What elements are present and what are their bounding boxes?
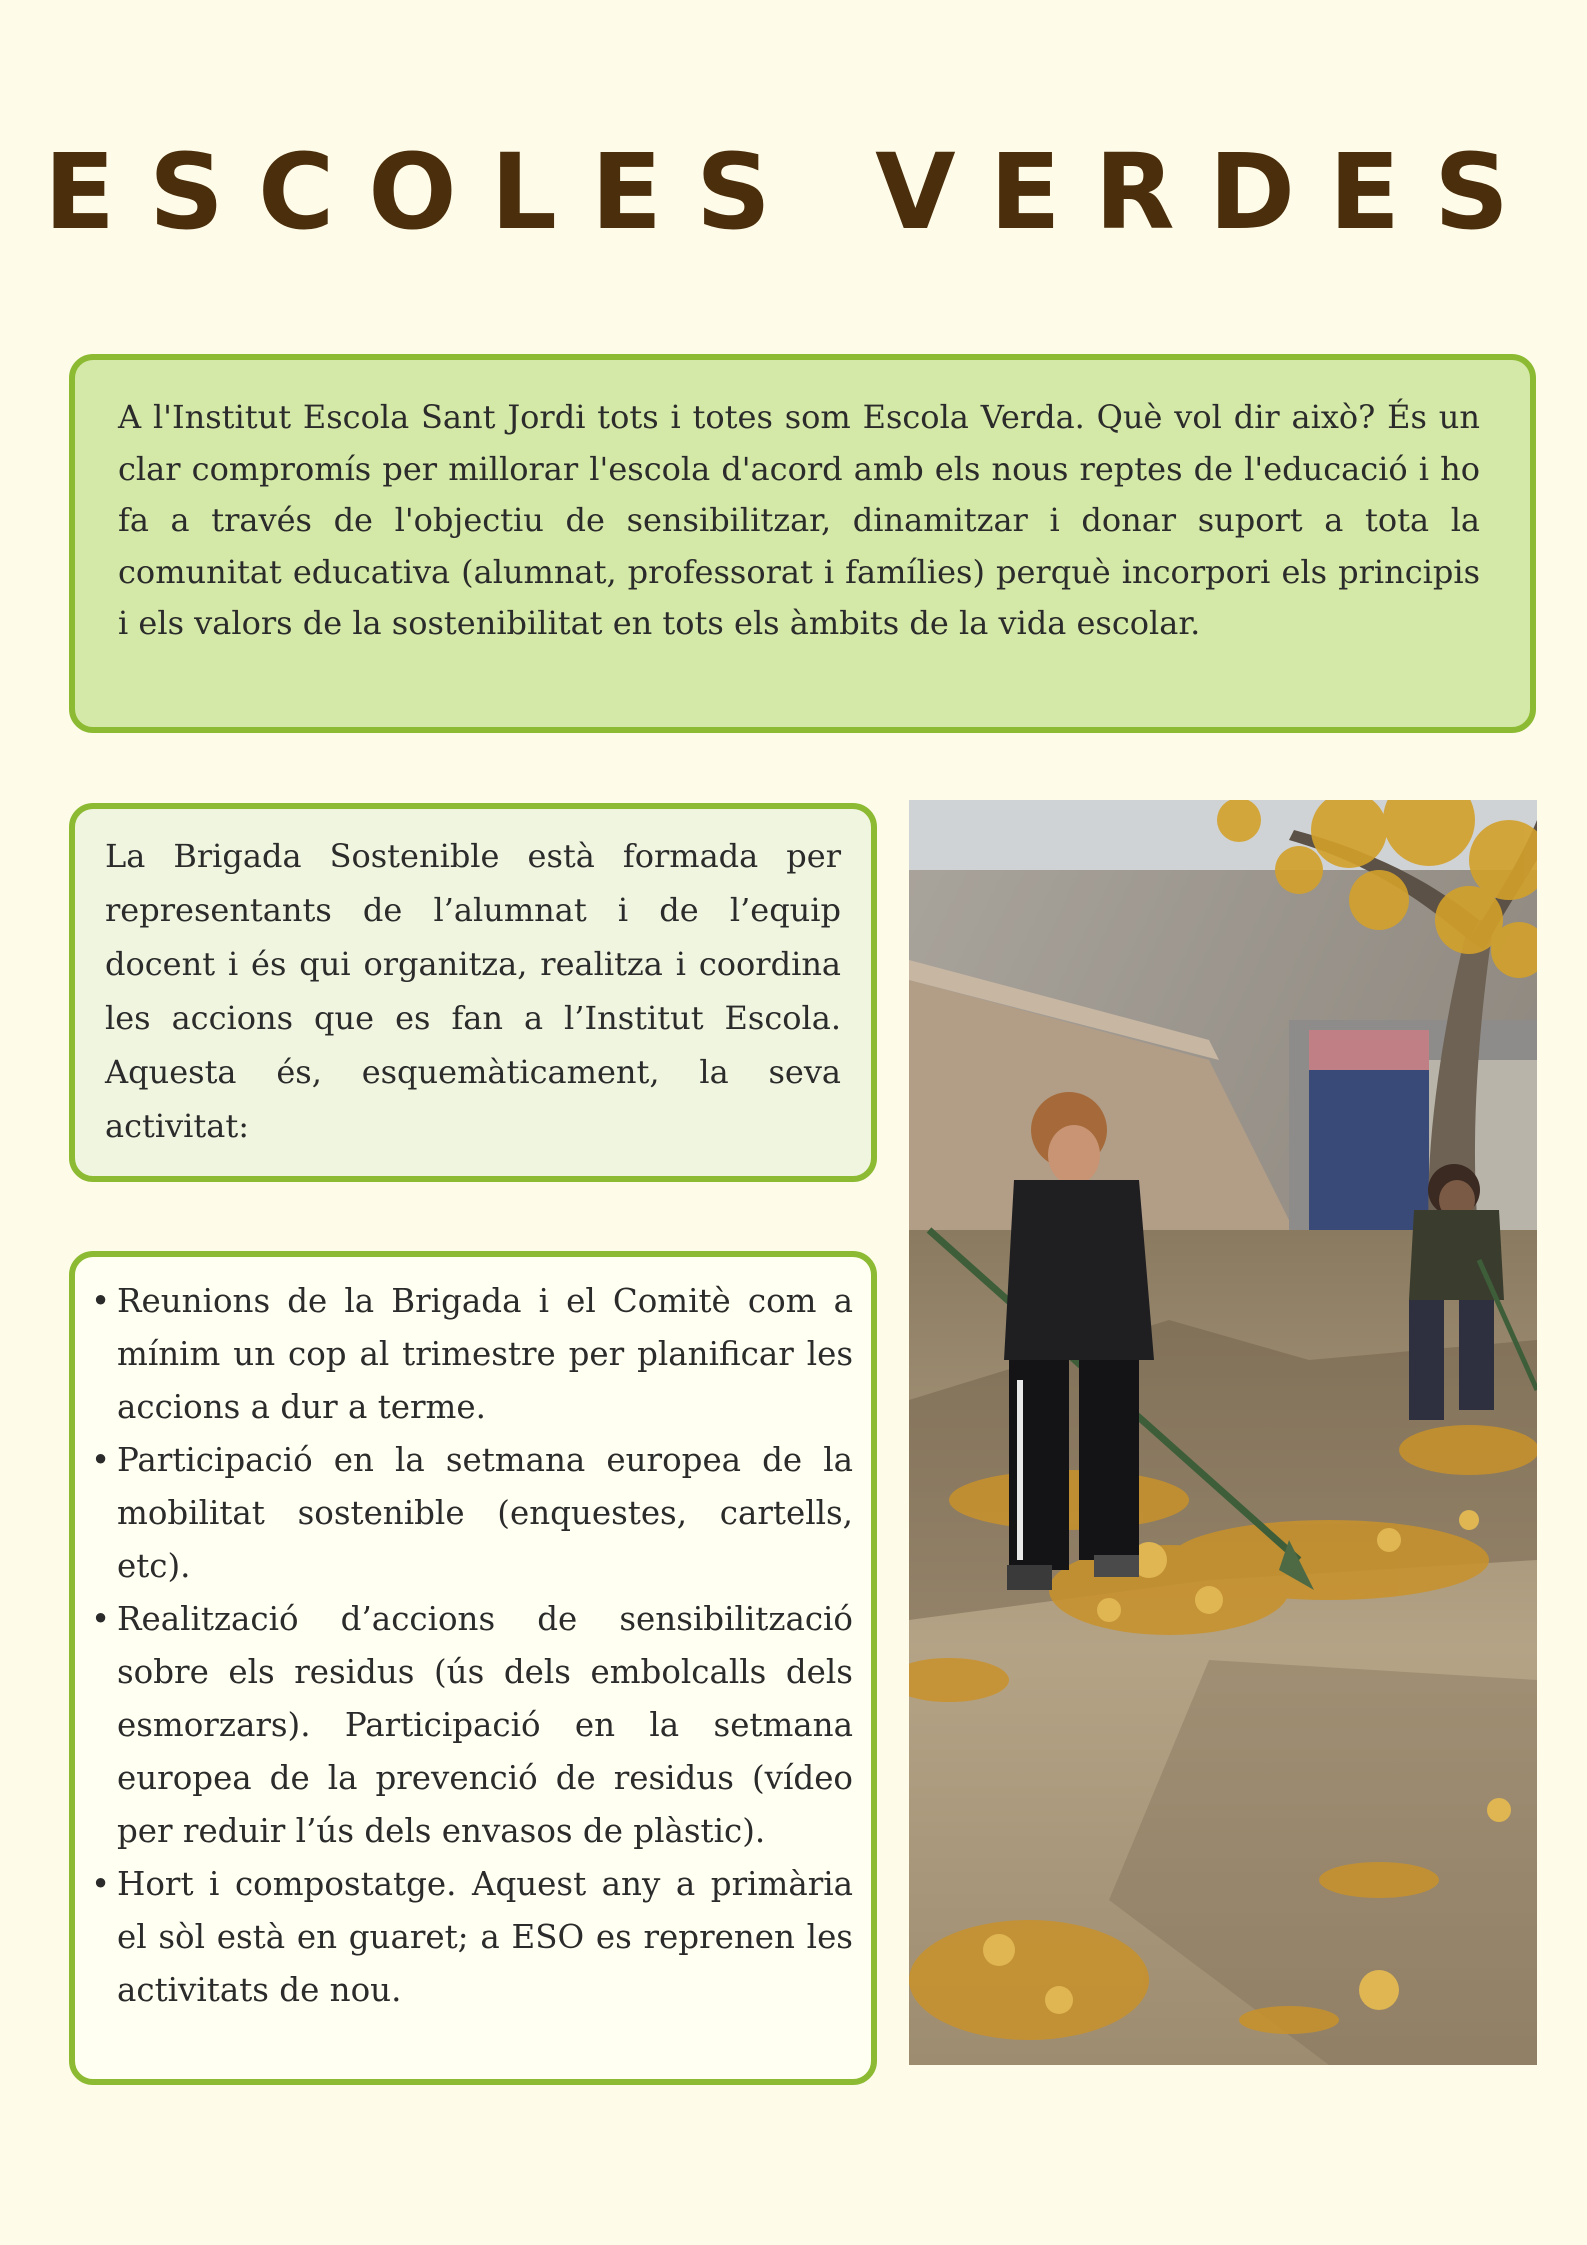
activities-list: [103, 1275, 853, 2017]
list-item: • Reunions de la Brigada i el Comitè com a mínim un cop al trimestre per planificar les accions a dur a terme.: [103, 1275, 853, 1434]
page-title: ESCOLES VERDES: [44, 131, 1543, 253]
activities-box: [69, 1251, 877, 2085]
list-item: • Realització d’accions de sensibilització sobre els residus (ús dels embolcalls dels esmorzars). Participació en la setmana europea de la prevenció de residus (vídeo per reduir l’ús dels envasos de plàstic).: [103, 1593, 853, 1858]
intro-box: [69, 354, 1536, 733]
schoolyard-photo: [909, 800, 1537, 2065]
brigada-box: [69, 803, 877, 1182]
list-item: • Participació en la setmana europea de la mobilitat sostenible (enquestes, cartells, etc).: [103, 1434, 853, 1593]
intro-text: A l'Institut Escola Sant Jordi tots i totes som Escola Verda. Què vol dir això? És un clar compromís per millorar l'escola d'acord amb els nous reptes de l'educació i ho fa a través de l'objectiu de sensibilitzar, dinamitzar i donar suport a tota la comunitat educativa (alumnat, professorat i famílies) perquè incorpori els principis i els valors de la sostenibilitat en tots els àmbits de la vida escolar.: [118, 398, 1480, 642]
brigada-text: La Brigada Sostenible està formada per representants de l’alumnat i de l’equip docent i és qui organitza, realitza i coordina les accions que es fan a l’Institut Escola. Aquesta és, esquemàticament, la seva activitat:: [105, 837, 841, 1145]
list-item: • Hort i compostatge. Aquest any a primària el sòl està en guaret; a ESO es reprenen les activitats de nou.: [103, 1858, 853, 2017]
children-raking-leaves-image: [909, 800, 1537, 2065]
